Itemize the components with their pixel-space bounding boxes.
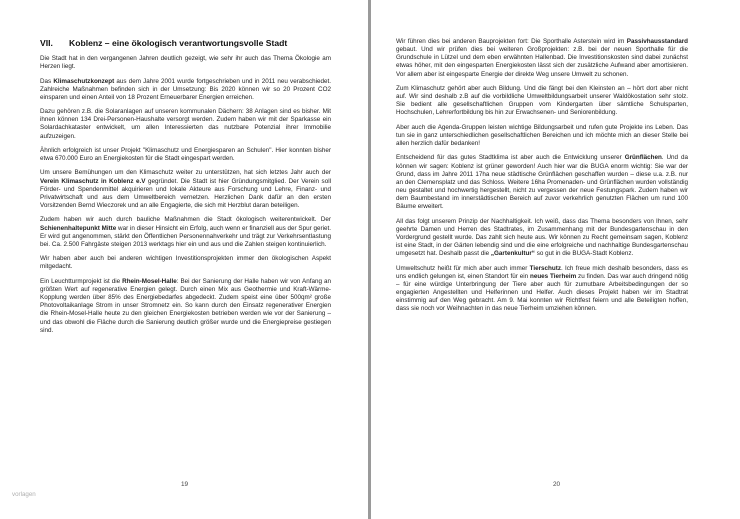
text-run: zu finden. Das war auch dringend nötig – für eine würdige Unterbringung der Tiere aber auch für zumutbare Arbeitsbedingungen der so engagierten Angestellten und Helferinnen und Helfer. Auch dieses Projekt haben wir im Stadtrat einstimmig auf den Weg gebracht. Am 9. Mai konnten wir Richtfest feiern und alle Beteiligten hoffen, dass sie noch vor Weihnachten in das neue Tierheim umziehen können. <box>396 272 688 313</box>
text-run: aus dem Jahre 2001 wurde fortgeschrieben und in 2011 neu verabschiedet. Zahlreiche Maßnahmen befinden sich in der Umsetzung: Bis 2020 können wir so 20 Prozent CO2 einsparen und einen Anteil von 18 Prozent Erneuerbarer Energien erreichen. <box>40 77 332 101</box>
bold-term: Passivhausstandard <box>626 38 688 45</box>
watermark: vorlagen <box>12 491 36 498</box>
text-run: . Und da können wir sagen: Koblenz ist grüner geworden! Auch hier war die BUGA enorm wichtig: Sie war der Grund, dass im Jahre 2011 17ha neue städtische Grünflächen geschaffen wurden – diese u.a. z.B. nur an den Clemensplatz und das Schloss. Weitere 16ha Promenaden- und Grünflächen wurden vollständig neu gestaltet und hochwertig hergestellt, nicht zu vergessen der neue Festungspark. Zudem haben wir dem Baumbestand im innerstädtischen Bereich auf zuvor verkehrlich genutzten Flächen um rund 100 Bäume erweitert. <box>396 154 688 211</box>
text-run: Dazu gehören z.B. die Solaranlagen auf unseren kommunalen Dächern: 38 Anlagen sind es bisher. Mit ihnen können 134 Drei-Personen-Haushalte versorgt werden. Zudem haben wir mit der Sparkasse ein Solardachkataster entwickelt, um allen Interessierten das nutzbare Potenzial ihrer Immobilie aufzuzeigen. <box>40 108 331 140</box>
right-page-body <box>396 38 688 320</box>
text-run: Zum Klimaschutz gehört aber auch Bildung. Und die fängt bei den Kleinsten an – hört dort aber nicht auf. Wir sind deshalb z.B auf die vorbildliche Umweltbildungsarbeit unserer Waldökostation sehr stolz. Sie bedient alle gesellschaftlichen Gruppen vom Kindergarten über sämtliche Schulsparten, Hochschulen, Lehrerfortbildung bis hin zur Erwachsenen- und Seniorenbildung. <box>396 84 688 117</box>
paragraph <box>40 147 331 163</box>
page-number: 19 <box>181 481 189 488</box>
paragraph <box>40 78 331 102</box>
text-run: : Bei der Sanierung der Halle haben wir von Anfang an größten Wert auf regenerative Energien gelegt. Durch einen Mix aus Geothermie und Kraft-Wärme-Kopplung werden über 85% des Energiebedarfes abgedeckt. Zudem speist eine über 500qm² große Photovoltaikanlage Strom in unser Stromnetz ein. So kann durch den Einsatz regenerativer Energien die Rhein-Mosel-Halle heute zu den gleichen Energiekosten betrieben werden wie vor der Sanierung – und das obwohl die Fläche durch die Sanierung deutlich größer wurde und die Energiepreise gestiegen sind. <box>40 277 331 334</box>
paragraph <box>40 278 331 335</box>
section-title: Koblenz – eine ökologisch verantwortungsvolle Stadt <box>69 38 288 48</box>
paragraph <box>396 218 688 259</box>
left-page-body <box>40 55 331 341</box>
text-run: Ein Leuchtturmprojekt ist die <box>40 277 123 285</box>
paragraph <box>396 154 688 211</box>
paragraph <box>40 216 331 249</box>
text-run: Ähnlich erfolgreich ist unser Projekt "Klimaschutz und Energiesparen an Schulen". Hier konnten bisher etwa 670.000 Euro an Energiekosten für die Stadt eingespart werden. <box>40 146 331 163</box>
text-run: Umweltschutz heißt für mich aber auch immer <box>396 264 530 272</box>
left-page <box>0 0 368 519</box>
paragraph <box>40 255 331 271</box>
text-run: gegründet. Die Stadt ist hier Gründungsmitglied. Der Verein soll Förder- und Spendenmittel akquirieren und lokale Akteure aus Forschung und Lehre, Finanz- und Privatwirtschaft und aus dem Umweltbereich vernetzen. Herzlichen Dank dafür an den ersten Vorsitzenden Bernd Wieczorek und an alle Engagierte, die sich mit Herzblut daran beteiligen. <box>40 177 331 210</box>
paragraph <box>396 265 688 314</box>
section-heading <box>40 38 340 48</box>
text-run: Um unsere Bemühungen um den Klimaschutz weiter zu unterstützen, hat sich letztes Jahr auch der <box>40 169 331 177</box>
paragraph <box>40 169 331 210</box>
section-number: VII. <box>40 38 53 48</box>
paragraph <box>396 38 688 79</box>
paragraph <box>40 55 331 71</box>
text-run: Aber auch die Agenda-Gruppen leisten wichtige Bildungsarbeit und rufen gute Projekte ins Leben. Das tun sie in ganz unterschiedlichen gesellschaftlichen Bereichen und ich möchte mich an dieser Stelle bei allen herzlich dafür bedanken! <box>396 123 688 148</box>
text-run: . Ich freue mich deshalb besonders, dass es uns endlich gelungen ist, einen Standort für ein <box>396 264 688 280</box>
bold-term: Schienenhaltepunkt Mitte <box>40 224 117 232</box>
text-run: gebaut. Und wir prüfen dies bei weiteren Großprojekten: z.B. bei der neuen Sporthalle für die Grundschule in Lützel und dem eben erwähnten Hallenbad. Die Investitionskosten sind dabei zunächst etwas höher, mit den eingesparten Energiekosten lässt sich der zusätzliche Aufwand aber amortisieren. Vor allem aber ist eingesparte Energie der direkte Weg unsere Umwelt zu schonen. <box>396 46 688 78</box>
bold-term: Tierschutz <box>529 264 561 272</box>
right-page <box>371 0 740 519</box>
bold-term: „Gartenkultur“ <box>490 250 535 258</box>
text-run: Wir führen dies bei anderen Bauprojekten fort: Die Sporthalle Asterstein wird im <box>396 38 627 45</box>
bold-term: Rhein-Mosel-Halle <box>122 277 177 285</box>
text-run: All das folgt unserem Prinzip der Nachhaltigkeit. Ich weiß, dass das Thema besonders von Ihnen, sehr geehrte Damen und Herren des Stadtrates, im Zusammenhang mit der Bundesgartenschau in den Vordergrund gestellt wurde. Das zahlt sich heute aus. Wir können zu Recht gemeinsam sagen, Koblenz ist eine Stadt, in der Gärten lebendig sind und die eine erfolgreiche und nachhaltige Bundesgartenschau umgesetzt hat. Deshalb passt die <box>396 217 688 258</box>
text-run: war in dieser Hinsicht ein Erfolg, auch wenn er finanziell aus der Spur geriet. Er wird gut angenommen, stärkt den Öffentlichen Personennahverkehr und trägt zur Verkehrsentlastung bei. Ca. 2.500 Fahrgäste steigen 2013 werktags hier ein und aus und die Zahlen steigen kontinuierlich. <box>40 224 331 248</box>
paragraph <box>396 124 688 148</box>
bold-term: Klimaschutzkonzept <box>53 77 115 85</box>
bold-term: Grünflächen <box>624 154 662 162</box>
paragraph <box>396 85 688 118</box>
text-run: Das <box>40 77 54 85</box>
text-run: Zudem haben wir auch durch bauliche Maßnahmen die Stadt ökologisch weiterentwickelt. Der <box>40 216 331 224</box>
text-run: Wir haben aber auch bei anderen wichtigen Investitionsprojekten immer den ökologischen Aspekt mitgedacht. <box>40 255 331 271</box>
text-run: Entscheidend für das gutes Stadtklima ist aber auch die Entwicklung unserer <box>396 154 625 162</box>
bold-term: neues Tierheim <box>529 272 577 280</box>
paragraph <box>40 108 331 141</box>
bold-term: Verein Klimaschutz in Koblenz e.V <box>40 177 146 185</box>
text-run: Die Stadt hat in den vergangenen Jahren deutlich gezeigt, wie sehr ihr auch das Thema Ökologie am Herzen liegt. <box>40 55 331 71</box>
text-run: so gut in die BUGA-Stadt Koblenz. <box>534 250 634 258</box>
page-number: 20 <box>553 481 561 488</box>
